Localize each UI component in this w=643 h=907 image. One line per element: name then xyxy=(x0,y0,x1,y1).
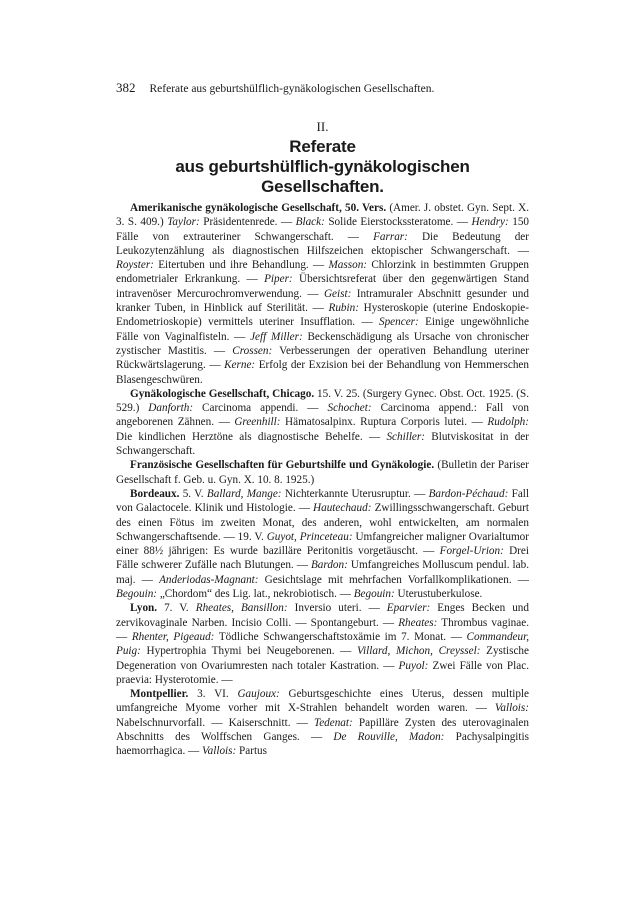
text-run: Blutviskositat in der Schwangerschaft. xyxy=(116,430,529,458)
author-name: Bardon-Péchaud: xyxy=(428,487,509,500)
paragraph-french-societies xyxy=(116,458,529,487)
section-title-line1: Referate xyxy=(289,137,356,156)
author-name: Begouin: xyxy=(116,588,158,601)
text-run: Hysteroskopie (uterine Endoskopie-Endometrioskopie) vermittels uteriner Insufflation. — xyxy=(116,302,529,329)
author-name: Greenhill: xyxy=(234,416,281,429)
text-run: Enges Becken und zervikovaginale Narben. Incisio Colli. — Spontangeburt. — xyxy=(116,602,529,629)
author-name: Vallois: xyxy=(202,745,237,758)
text-run: 7. V. xyxy=(157,602,196,615)
text-run: Verbesserungen der operativen Behandlung uteriner Rückwärtslagerung. — xyxy=(116,344,529,372)
text-run: Thrombus vaginae. — xyxy=(116,616,529,643)
text-run: Übersichtsreferat über den gegenwärtigen Stand intravenöser Mercurochromverwendung. — xyxy=(116,273,529,300)
author-name: Jeff Miller: xyxy=(250,330,303,343)
author-name: Ballard, Mange: xyxy=(206,487,282,500)
author-name: Schiller: xyxy=(386,430,425,443)
text-run: Nabelschnurvorfall. — Kaiserschnitt. — xyxy=(116,716,314,729)
author-name: Rheates, Bansillon: xyxy=(195,602,288,615)
paragraph-american-society xyxy=(116,201,529,387)
text-run: Chlorzink in bestimmten Gruppen endometrialer Erkrankung. — xyxy=(116,259,529,286)
text-run: Die Bedeutung der Leukozytenzählung als diagnostischen Hilfszeichen ektopischer Schwangerschaft. — xyxy=(116,230,529,257)
section-title xyxy=(116,137,529,197)
running-title: Referate aus geburtshülflich-gynäkologischen Gesellschaften. xyxy=(149,83,435,95)
society-heading: Amerikanische gynäkologische Gesellschaft, 50. Vers. xyxy=(130,202,387,214)
text-run: Einige ungewöhnliche Fälle von Vaginalfisteln. — xyxy=(116,316,529,343)
author-name: Rhenter, Pigeaud: xyxy=(131,630,215,643)
section-title-line2: aus geburtshülflich-gynäkologischen Gesellschaften. xyxy=(175,157,470,196)
author-name: Piper: xyxy=(264,273,293,286)
page xyxy=(116,80,529,759)
section-number: II. xyxy=(316,119,329,134)
text-run: Carcinoma appendi. — xyxy=(193,402,328,415)
author-name: Begouin: xyxy=(353,588,395,601)
text-run: Eitertuben und ihre Behandlung. — xyxy=(153,259,329,272)
author-name: Hendry: xyxy=(471,216,509,229)
text-run: Präsidentenrede. — xyxy=(199,216,296,229)
text-run: Partus xyxy=(236,745,267,758)
author-name: Rudolph: xyxy=(487,416,529,429)
text-run: (Amer. J. obstet. Gyn. Sept. X. 3. S. 409.) xyxy=(116,202,529,229)
text-run: Zwei Fälle von Plac. praevia: Hysterotomie. — xyxy=(116,659,529,686)
author-name: Crossen: xyxy=(232,344,273,357)
society-heading: Französische Gesellschaften für Geburtshilfe und Gynäkologie. xyxy=(130,459,435,472)
paragraph-chicago xyxy=(116,387,529,458)
text-run: Inversio uteri. — xyxy=(287,602,387,615)
author-name: Danforth: xyxy=(148,402,194,415)
text-run: (Bulletin der Pariser Gesellschaft f. Geb. u. Gyn. X. 10. 8. 1925.) xyxy=(116,459,529,486)
author-name: Masson: xyxy=(328,259,368,272)
author-name: Vallois: xyxy=(494,702,529,715)
text-run: Fall von Galactocele. Klinik und Histologie. — xyxy=(116,487,529,515)
text-run: Carcinoma append.: Fall von angeborenen Zähnen. — xyxy=(116,402,529,429)
text-run: Intramuraler Abschnitt gesunder und kranker Tuben, in Hinblick auf Sterilität. — xyxy=(116,287,529,315)
author-name: Kerne: xyxy=(224,359,256,372)
city-heading: Montpellier. xyxy=(130,688,189,701)
paragraph-bordeaux xyxy=(116,487,529,601)
author-name: Hautechaud: xyxy=(313,502,372,515)
text-run: Beckenschädigung als Ursache von chronischer zystischer Mastitis. — xyxy=(116,330,529,357)
author-name: Taylor: xyxy=(167,216,200,229)
author-name: Rubin: xyxy=(328,302,359,315)
author-name: Commandeur, Puig: xyxy=(116,630,530,658)
city-heading: Lyon. xyxy=(130,602,158,615)
running-header xyxy=(116,80,529,97)
text-run: Umfangreicher maligner Ovarialtumor einer 88½ jährigen: Es wurde bazilläre Peritonitis vorgetäuscht. — xyxy=(116,530,530,558)
text-run: Nichterkannte Uterusruptur. — xyxy=(281,487,429,500)
author-name: Schochet: xyxy=(327,402,372,415)
author-name: Anderiodas-Magnant: xyxy=(159,573,259,586)
author-name: Tedenat: xyxy=(314,716,353,729)
author-name: Puyol: xyxy=(398,659,429,672)
text-run: Pachysalpingitis haemorrhagica. — xyxy=(116,730,529,758)
report-body xyxy=(116,201,529,759)
text-run: Drei Fälle schwerer Zufälle nach Blutungen. — xyxy=(116,545,529,572)
author-name: Eparvier: xyxy=(386,602,431,615)
city-heading: Bordeaux. xyxy=(130,487,180,500)
text-run: Tödliche Schwangerschaftstoxämie im 7. Monat. — xyxy=(214,630,467,643)
text-run: 150 Fälle von extrauteriner Schwangerschaft. — xyxy=(116,216,530,243)
author-name: Gaujoux: xyxy=(237,688,280,701)
society-heading: Gynäkologische Gesellschaft, Chicago. xyxy=(130,387,315,400)
text-run: Erfolg der Exzision bei der Behandlung von Hemmerschen Blasengeschwüren. xyxy=(116,359,529,386)
author-name: Guyot, Princeteau: xyxy=(266,530,353,543)
author-name: Geist: xyxy=(323,287,352,300)
author-name: Bardon: xyxy=(310,559,348,572)
text-run: Zwillingsschwangerschaft. Geburt des einen Fötus im zweiten Monat, des anderen, wohl entwickelten, am normalen Schwangerschaftsende. — 19. V. xyxy=(116,502,529,543)
text-run: Umfangreiches Molluscum pendul. lab. maj. — xyxy=(116,559,529,586)
paragraph-montpellier xyxy=(116,687,529,758)
paragraph-lyon xyxy=(116,601,529,687)
author-name: Villard, Michon, Creyssel: xyxy=(357,645,481,658)
text-run: Hämatosalpinx. Ruptura Corporis lutei. — xyxy=(280,416,488,429)
author-name: Farrar: xyxy=(373,230,408,243)
text-run: Geburtsgeschichte eines Uterus, dessen multiple umfangreiche Myome vorher mit X-Strahlen behandelt worden waren. — xyxy=(116,688,529,715)
author-name: Black: xyxy=(295,216,325,229)
text-run: Die kindlichen Herztöne als diagnostische Behelfe. — xyxy=(116,430,387,443)
text-run: „Chordom“ des Lig. lat., nekrobiotisch. — xyxy=(157,588,354,601)
text-run: Hypertrophia Thymi bei Neugeborenen. — xyxy=(140,645,358,658)
text-run: Solide Eierstockssteratome. — xyxy=(324,216,472,229)
text-run: Papilläre Zysten des uterovaginalen Abschnitts des Wolffschen Ganges. — xyxy=(116,716,529,743)
author-name: Rheates: xyxy=(398,616,438,629)
text-run: Gesichtslage mit mehrfachen Vorfallkomplikationen. — xyxy=(258,573,529,586)
text-run: 3. VI. xyxy=(188,688,238,701)
author-name: Royster: xyxy=(116,259,154,272)
text-run: 15. V. 25. (Surgery Gynec. Obst. Oct. 1925. (S. 529.) xyxy=(116,387,529,415)
text-run: Zystische Degeneration von Ovariumresten nach totaler Kastration. — xyxy=(116,645,529,672)
text-run: 5. V. xyxy=(179,487,207,500)
author-name: De Rouville, Madon: xyxy=(333,730,445,743)
text-run: Uterustuberkulose. xyxy=(394,588,483,601)
author-name: Forgel-Urion: xyxy=(439,545,504,558)
page-number: 382 xyxy=(116,80,136,95)
author-name: Spencer: xyxy=(378,316,419,329)
